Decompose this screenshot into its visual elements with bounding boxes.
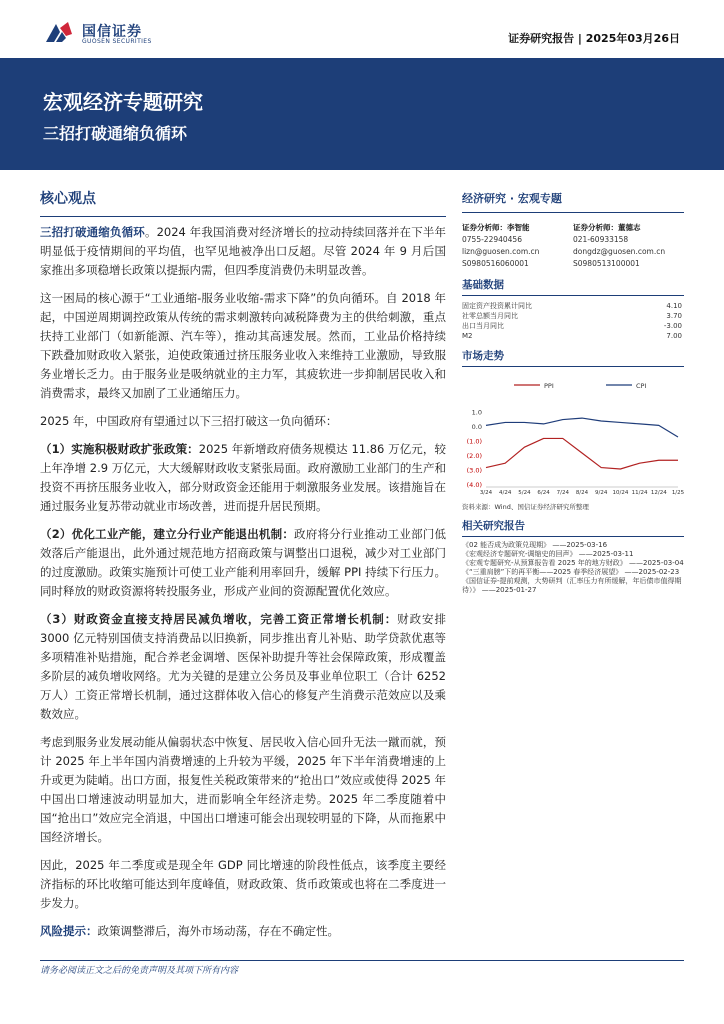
x-tick-label: 1/25 bbox=[671, 490, 684, 496]
x-tick-label: 10/24 bbox=[612, 490, 629, 496]
analyst-email[interactable]: lizn@guosen.com.cn bbox=[462, 247, 540, 256]
related-report-link[interactable]: 《02 能否成为政策兑现期》 ——2025-03-16 bbox=[462, 541, 608, 549]
row-value: -3.00 bbox=[663, 322, 682, 330]
basic-data-row bbox=[462, 321, 684, 331]
row-value: 7.00 bbox=[666, 332, 682, 340]
paragraph-text: 2025 年新增政府债务规模达 11.86 万亿元，较上年净增 2.9 万亿元，大大缓解财政收支紧张局面。政府激励工业部门的生产和投资不再挤压服务业收入，部分财政资金还能用于刺激服务业发展。该措施旨在通过服务业复苏带动就业市场改善，进而提升居民预期。 bbox=[40, 442, 446, 513]
series-line-cpi bbox=[486, 418, 678, 437]
risk-warning bbox=[40, 922, 446, 941]
analysts bbox=[462, 222, 684, 270]
x-tick-label: 5/24 bbox=[518, 490, 531, 496]
footer-disclaimer: 请务必阅读正文之后的免责声明及其项下所有内容 bbox=[40, 966, 239, 976]
related-report-link[interactable]: 《“三重肩膀”下的再平衡——2025 春季经济展望》 ——2025-02-23 bbox=[462, 568, 680, 576]
paragraph-3: 2025 年，中国政府有望通过以下三招打破这一负向循环： bbox=[40, 414, 338, 428]
chart-source: 资料来源：Wind、国信证券经济研究所整理 bbox=[462, 503, 589, 511]
analyst-email[interactable]: dongdz@guosen.com.cn bbox=[573, 247, 666, 256]
basic-data-title: 基础数据 bbox=[462, 277, 684, 296]
analyst-phone: 0755-22940456 bbox=[462, 235, 522, 244]
y-tick-label: (3.0) bbox=[466, 466, 482, 475]
basic-data-row bbox=[462, 311, 684, 321]
row-label: 出口当月同比 bbox=[462, 322, 504, 330]
market-trend-chart bbox=[462, 373, 684, 499]
title-banner bbox=[0, 58, 724, 170]
paragraph-2: 这一困局的核心源于“工业通缩-服务业收缩-需求下降”的负向循环。自 2018 年起，中国逆周期调控政策从传统的需求刺激转向减税降费为主的供给刺激，重点扶持工业部门（如新能源、汽车等），推动其高速发展。然而，工业品价格持续下跌叠加财政收入紧张，迫使政策通过挤压服务业收入来维持工业激励，导致服务业增长乏力。由于服务业是吸纳就业的主力军，其疲软进一步抑制居民收入和消费需求，最终又加剧了工业通缩压力。 bbox=[40, 291, 446, 400]
y-tick-label: 1.0 bbox=[471, 408, 482, 417]
paragraph-text: 财政安排 3000 亿元特别国债支持消费品以旧换新，同步推出育儿补贴、助学贷款优惠等多项精准补贴措施，配合养老金调增、医保补助提升等社会保障政策，形成覆盖多阶层的减负增收网络。尤为关键的是建立公务员及事业单位职工（合计 6252 万人）工资正常增长机制，通过这群体收入信心的修复产生消费示范效应以及乘数效应。 bbox=[40, 612, 446, 721]
sidebar bbox=[462, 190, 684, 595]
bold-heading: （3）财政资金直接支持居民减负增收，完善工资正常增长机制： bbox=[40, 612, 398, 626]
related-report-link[interactable]: 《国信证券-提前观测，大势研判（汇率压力有所缓解，年后债市值得期待）》 ——2025-01-27 bbox=[462, 577, 682, 594]
related-reports bbox=[462, 541, 684, 595]
analyst-card bbox=[462, 222, 573, 270]
paragraph-7: 考虑到服务业发展动能从偏弱状态中恢复、居民收入信心回升无法一蹴而就，预计 2025 年上半年国内消费增速的上升较为平缓，2025 年下半年消费增速的上升或更为陡峭。出口方面，报复性关税政策带来的“抢出口”效应或使得 2025 年中国出口增速波动明显加大，进而影响全年经济走势。2025 年二季度随着中国“抢出口”效应完全消退，中国出口增速可能会出现较明显的下降，从而拖累中国经济增长。 bbox=[40, 735, 446, 844]
y-tick-label: (2.0) bbox=[466, 451, 482, 460]
x-tick-label: 3/24 bbox=[479, 490, 493, 496]
x-tick-label: 9/24 bbox=[595, 490, 608, 496]
row-value: 4.10 bbox=[666, 302, 682, 310]
paragraph-4 bbox=[40, 440, 446, 516]
y-tick-label: (1.0) bbox=[466, 437, 482, 446]
y-tick-label: 0.0 bbox=[471, 422, 482, 431]
report-info: 证券研究报告 | 2025年03月26日 bbox=[508, 32, 680, 45]
legend-label: PPI bbox=[544, 382, 554, 390]
analyst-cert: S0980516060001 bbox=[462, 259, 529, 268]
x-tick-label: 11/24 bbox=[631, 490, 648, 496]
divider bbox=[40, 216, 446, 217]
basic-data-row bbox=[462, 331, 684, 341]
related-reports-title: 相关研究报告 bbox=[462, 518, 684, 537]
analyst-name: 证券分析师：李智能 bbox=[462, 223, 530, 232]
bold-heading: （2）优化工业产能，建立分行业产能退出机制： bbox=[40, 527, 295, 541]
guosen-logo-icon bbox=[44, 20, 74, 48]
paragraph-1 bbox=[40, 223, 446, 280]
row-label: 固定资产投资累计同比 bbox=[462, 302, 532, 310]
row-label: 社零总额当月同比 bbox=[462, 312, 518, 320]
row-label: M2 bbox=[462, 332, 473, 340]
core-viewpoints bbox=[40, 188, 446, 950]
market-trend-title: 市场走势 bbox=[462, 348, 684, 367]
chart-svg bbox=[462, 373, 684, 499]
analyst-phone: 021-60933158 bbox=[573, 235, 629, 244]
series-line-ppi bbox=[486, 438, 678, 469]
page-header bbox=[0, 0, 724, 58]
highlight-text: 三招打破通缩负循环 bbox=[40, 225, 145, 239]
logo-text-en: GUOSEN SECURITIES bbox=[82, 38, 152, 45]
report-title: 宏观经济专题研究 bbox=[43, 90, 203, 114]
x-tick-label: 6/24 bbox=[537, 490, 550, 496]
y-tick-label: (4.0) bbox=[466, 481, 482, 489]
risk-text: 政策调整滞后，海外市场动荡，存在不确定性。 bbox=[97, 924, 339, 938]
legend-label: CPI bbox=[636, 382, 647, 390]
related-report-link[interactable]: 《宏观经济专题研究-调缩史的回声》 ——2025-03-11 bbox=[462, 550, 634, 558]
core-title: 核心观点 bbox=[40, 191, 96, 207]
category-title: 经济研究 · 宏观专题 bbox=[462, 190, 684, 213]
analyst-card bbox=[573, 222, 684, 270]
x-tick-label: 12/24 bbox=[650, 490, 667, 496]
bold-heading: （1）实施积极财政扩张政策： bbox=[40, 442, 199, 456]
report-subtitle: 三招打破通缩负循环 bbox=[43, 124, 188, 143]
footer-divider bbox=[40, 960, 684, 961]
x-tick-label: 7/24 bbox=[556, 490, 569, 496]
related-report-link[interactable]: 《宏观专题研究-从预算报告看 2025 年的地方财政》 ——2025-03-04 bbox=[462, 559, 684, 567]
x-tick-label: 4/24 bbox=[499, 490, 512, 496]
basic-data-row bbox=[462, 301, 684, 311]
x-tick-label: 8/24 bbox=[575, 490, 589, 496]
basic-data-table bbox=[462, 301, 684, 341]
paragraph-8: 因此，2025 年二季度或是现全年 GDP 同比增速的阶段性低点，该季度主要经济指标的环比收缩可能达到年度峰值，财政政策、货币政策或也将在二季度进一步发力。 bbox=[40, 858, 446, 910]
paragraph-text: 政府将分行业推动工业部门低效落后产能退出，此外通过规范地方招商政策与调整出口退税，减少对工业部门的过度激励。政策实施预计可使工业产能利用率回升，缓解 PPI 持续下行压力。同时释放的财政资源将转投服务业，形成产业间的资源配置优化效应。 bbox=[40, 527, 447, 598]
logo-text: 国信证券 bbox=[82, 24, 142, 40]
paragraph-text: 。2024 年我国消费对经济增长的拉动持续回落并在下半年明显低于疫情期间的平均值，也罕见地被净出口反超。尽管 2024 年 9 月后国家推出多项稳增长政策以提振内需，但四季度消费仍未明显改善。 bbox=[40, 225, 447, 277]
analyst-cert: S0980513100001 bbox=[573, 259, 640, 268]
analyst-name: 证券分析师：董德志 bbox=[573, 223, 641, 232]
paragraph-6 bbox=[40, 610, 446, 724]
paragraph-5 bbox=[40, 525, 446, 601]
risk-label: 风险提示： bbox=[40, 924, 98, 938]
row-value: 3.70 bbox=[666, 312, 682, 320]
